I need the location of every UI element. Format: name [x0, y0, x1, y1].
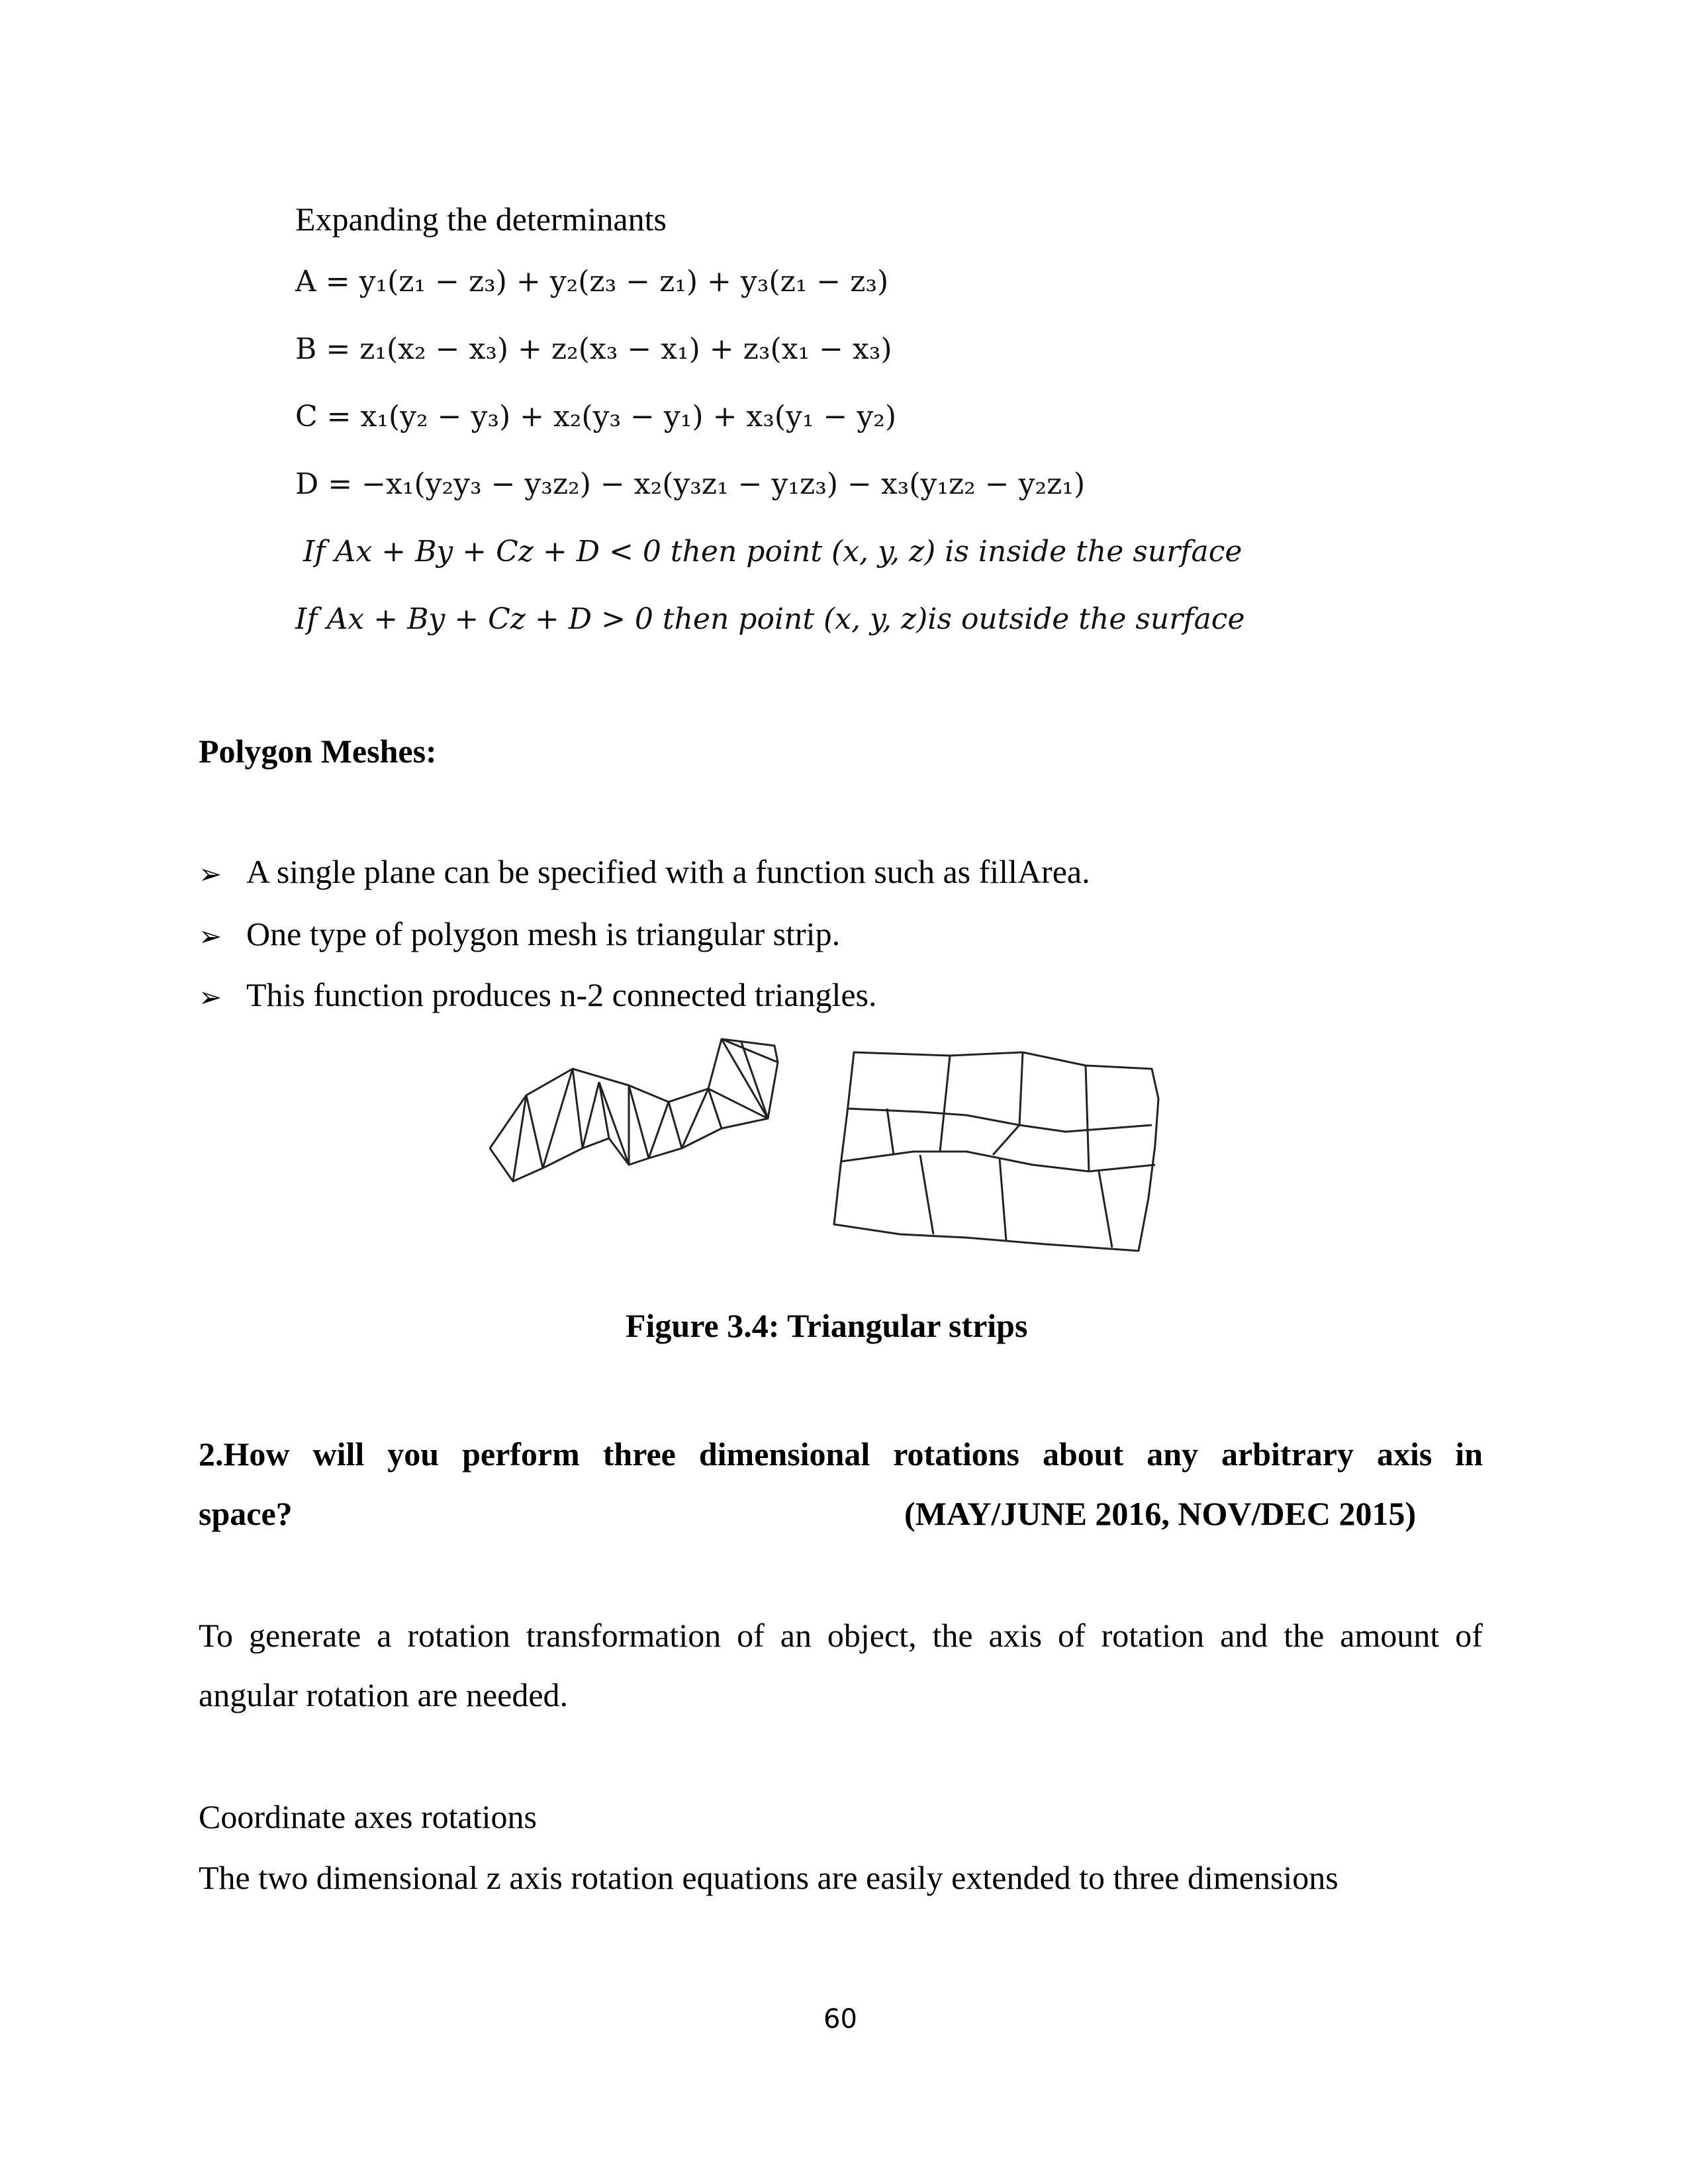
equation-b: B = z₁(x₂ − x₃) + z₂(x₃ − x₁) + z₃(x₁ − x₃) [295, 332, 892, 366]
equation-d: D = −x₁(y₂y₃ − y₃z₂) − x₂(y₃z₁ − y₁z₃) − x₃(y₁z₂ − y₂z₁) [295, 467, 1086, 501]
word: an [780, 1617, 812, 1654]
equation-c: C = x₁(y₂ − y₃) + x₂(y₃ − y₁) + x₃(y₁ − y₂) [295, 400, 897, 433]
triangle-strip-drawing [490, 1039, 778, 1181]
word: To [199, 1617, 234, 1654]
word: a [377, 1617, 392, 1654]
closing-line: The two dimensional z axis rotation equations are easily extended to three dimensions [199, 1859, 1338, 1896]
bullet-text: This function produces n-2 connected triangles. [246, 976, 877, 1013]
mesh-drawing [463, 1032, 1218, 1284]
word: about [1042, 1435, 1124, 1473]
word: and [1220, 1617, 1268, 1654]
word: three [602, 1435, 676, 1473]
exam-reference: (MAY/JUNE 2016, NOV/DEC 2015) [904, 1495, 1417, 1532]
word: 2.How [199, 1435, 290, 1473]
question-line-1 [199, 1435, 1483, 1473]
word: in [1455, 1435, 1483, 1473]
word: axis [1376, 1435, 1432, 1473]
arrowhead-bullet-icon: ➢ [199, 920, 222, 952]
list-item [199, 920, 222, 952]
word: object, [827, 1617, 917, 1654]
list-item [199, 858, 222, 890]
word: transformation [526, 1617, 722, 1654]
paragraph-line-2: angular rotation are needed. [199, 1676, 569, 1713]
word: rotation [1101, 1617, 1205, 1654]
word: rotation [407, 1617, 510, 1654]
subheading: Coordinate axes rotations [199, 1798, 537, 1835]
word: amount [1340, 1617, 1440, 1654]
condition-outside: If Ax + By + Cz + D > 0 then point (x, y, z)is outside the surface [295, 602, 1245, 636]
bullet-text: One type of polygon mesh is triangular strip. [246, 915, 841, 952]
triangular-strips-figure [463, 1032, 1218, 1284]
intro-text: Expanding the determinants [295, 201, 667, 238]
question-line-2: space? [199, 1495, 293, 1532]
condition-inside: If Ax + By + Cz + D < 0 then point (x, y, z) is inside the surface [303, 535, 1243, 569]
word: will [312, 1435, 365, 1473]
bullet-text: A single plane can be specified with a function such as fillArea. [246, 853, 1090, 890]
page-number: 60 [823, 2004, 857, 2034]
word: dimensional [698, 1435, 870, 1473]
word: the [1284, 1617, 1325, 1654]
word: the [932, 1617, 973, 1654]
word: arbitrary [1221, 1435, 1354, 1473]
word: perform [462, 1435, 580, 1473]
word: of [737, 1617, 765, 1654]
word: of [1455, 1617, 1483, 1654]
arrowhead-bullet-icon: ➢ [199, 981, 222, 1013]
word: rotations [893, 1435, 1019, 1473]
section-heading: Polygon Meshes: [199, 733, 437, 770]
word: generate [249, 1617, 361, 1654]
word: of [1058, 1617, 1086, 1654]
word: any [1147, 1435, 1199, 1473]
list-item [199, 981, 222, 1013]
word: axis [988, 1617, 1043, 1654]
word: you [387, 1435, 440, 1473]
quad-mesh-drawing [834, 1052, 1158, 1251]
figure-caption: Figure 3.4: Triangular strips [626, 1307, 1028, 1344]
arrowhead-bullet-icon: ➢ [199, 858, 222, 890]
paragraph-line-1 [199, 1616, 1483, 1655]
equation-a: A = y₁(z₁ − z₃) + y₂(z₃ − z₁) + y₃(z₁ − z₃) [295, 265, 889, 298]
